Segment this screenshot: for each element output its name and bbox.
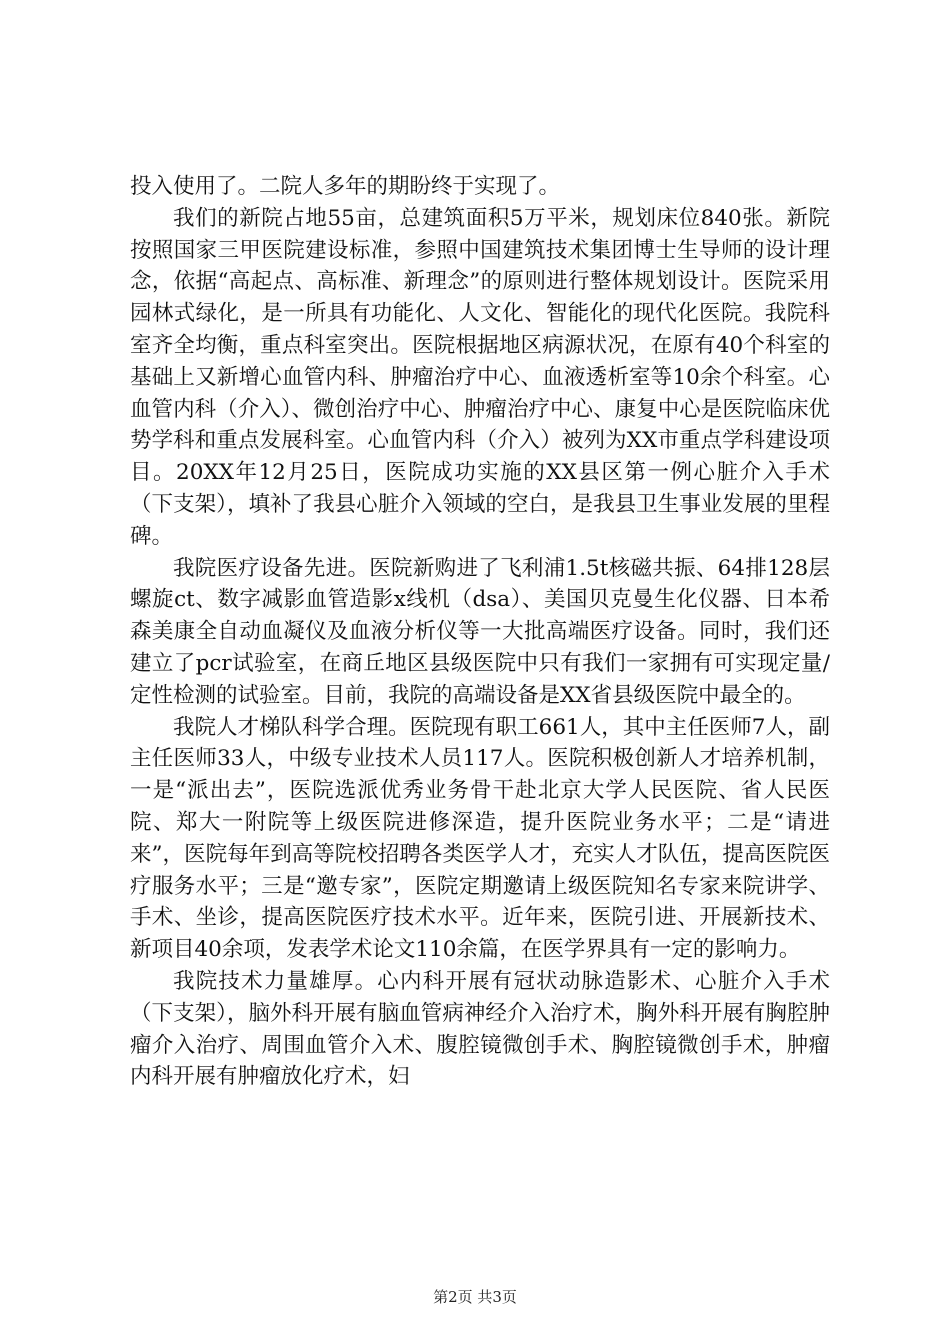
paragraph-equipment: 我院医疗设备先进。医院新购进了飞利浦1.5t核磁共振、64排128层螺旋ct、数字减影血管造影x线机（dsa）、美国贝克曼生化仪器、日本希森美康全自动血凝仪及血液分析仪等一大批高端医疗设备。同时，我们还建立了pcr试验室，在商丘地区县级医院中只有我们一家拥有可实现定量/定性检测的试验室。目前，我院的高端设备是XX省县级医院中最全的。 — [130, 555, 830, 708]
paragraph-new-hospital: 我们的新院占地55亩，总建筑面积5万平米，规划床位840张。新院按照国家三甲医院建设标准，参照中国建筑技术集团博士生导师的设计理念，依据“高起点、高标准、新理念”的原则进行整体规划设计。医院采用园林式绿化，是一所具有功能化、人文化、智能化的现代化医院。我院科室齐全均衡，重点科室突出。医院根据地区病源状况，在原有40个科室的基础上又新增心血管内科、肿瘤治疗中心、血液透析室等10余个科室。心血管内科（介入）、微创治疗中心、肿瘤治疗中心、康复中心是医院临床优势学科和重点发展科室。心血管内科（介入）被列为XX市重点学科建设项目。20XX年12月25日，医院成功实施的XX县区第一例心脏介入手术（下支架），填补了我县心脏介入领域的空白，是我县卫生事业发展的里程碑。 — [130, 205, 830, 549]
paragraph-talent: 我院人才梯队科学合理。医院现有职工661人，其中主任医师7人，副主任医师33人，中级专业技术人员117人。医院积极创新人才培养机制，一是“派出去”，医院选派优秀业务骨干赴北京大学人民医院、省人民医院、郑大一附院等上级医院进修深造，提升医院业务水平；二是“请进来”，医院每年到高等院校招聘各类医学人才，充实人才队伍，提高医院医疗服务水平；三是“邀专家”，医院定期邀请上级医院知名专家来院讲学、手术、坐诊，提高医院医疗技术水平。近年来，医院引进、开展新技术、新项目40余项，发表学术论文110余篇，在医学界具有一定的影响力。 — [130, 714, 830, 963]
page-footer: 第2页 共3页 — [433, 1288, 517, 1306]
document-body — [130, 171, 830, 1093]
paragraph-continuation: 投入使用了。二院人多年的期盼终于实现了。 — [130, 174, 561, 199]
paragraph-technology: 我院技术力量雄厚。心内科开展有冠状动脉造影术、心脏介入手术（下支架），脑外科开展有脑血管病神经介入治疗术，胸外科开展有胸腔肿瘤介入治疗、周围血管介入术、腹腔镜微创手术、胸腔镜微创手术，肿瘤内科开展有肿瘤放化疗术，妇 — [130, 968, 830, 1090]
